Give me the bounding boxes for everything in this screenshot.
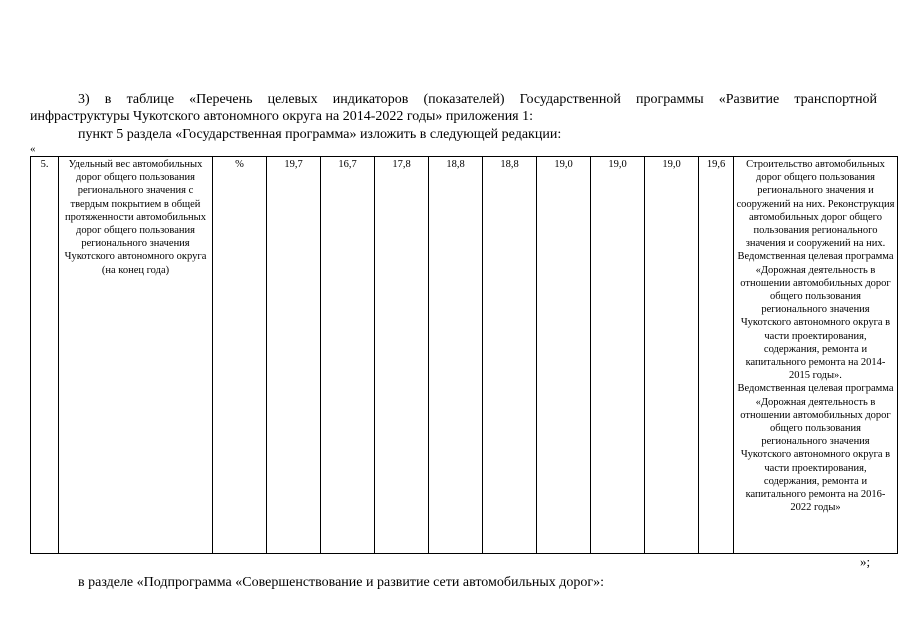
indicator-table [30, 156, 898, 554]
value-cell: 16,7 [321, 157, 375, 554]
row-number: 5. [31, 157, 59, 554]
instruction-paragraph: пункт 5 раздела «Государственная программа» изложить в следующей редакции: [78, 127, 562, 142]
opening-quote: « [30, 143, 36, 155]
intro-line-2: инфраструктуры Чукотского автономного округа на 2014-2022 годы» приложения 1: [30, 109, 534, 124]
value-cell: 19,7 [267, 157, 321, 554]
closing-quote: »; [860, 554, 871, 569]
measures-cell: Строительство автомобильных дорог общего пользования регионального значения и сооружений на них. Реконструкция автомобильных дорог общего пользования регионального значения и сооружений на них. Ведомственная целевая программа «Дорожная деятельность в отношении автомобильных дорог общего пользования регионального значения Чукотского автономного округа в части проектирования, содержания, ремонта и капитального ремонта на 2014-2015 годы». Ведомственная целевая программа «Дорожная деятельность в отношении автомобильных дорог общего пользования регионального значения Чукотского автономного округа в части проектирования, содержания, ремонта и капитального ремонта на 2016-2022 годы» [734, 157, 898, 554]
value-cell: 18,8 [429, 157, 483, 554]
value-cell: 18,8 [483, 157, 537, 554]
value-cell: 19,6 [699, 157, 734, 554]
indicator-name: Удельный вес автомобильных дорог общего пользования регионального значения с твердым покрытием в общей протяженности автомобильных дорог общего пользования регионального значения Чукотского автономного округа (на конец года) [59, 157, 213, 554]
unit-cell: % [213, 157, 267, 554]
value-cell: 17,8 [375, 157, 429, 554]
intro-paragraph [30, 91, 877, 125]
value-cell: 19,0 [537, 157, 591, 554]
value-cell: 19,0 [591, 157, 645, 554]
next-section-paragraph: в разделе «Подпрограмма «Совершенствование и развитие сети автомобильных дорог»: [78, 575, 605, 590]
value-cell: 19,0 [645, 157, 699, 554]
intro-line-1: 3) в таблице «Перечень целевых индикаторов (показателей) Государственной программы «Развитие транспортной [78, 92, 877, 107]
table-row [31, 157, 898, 554]
